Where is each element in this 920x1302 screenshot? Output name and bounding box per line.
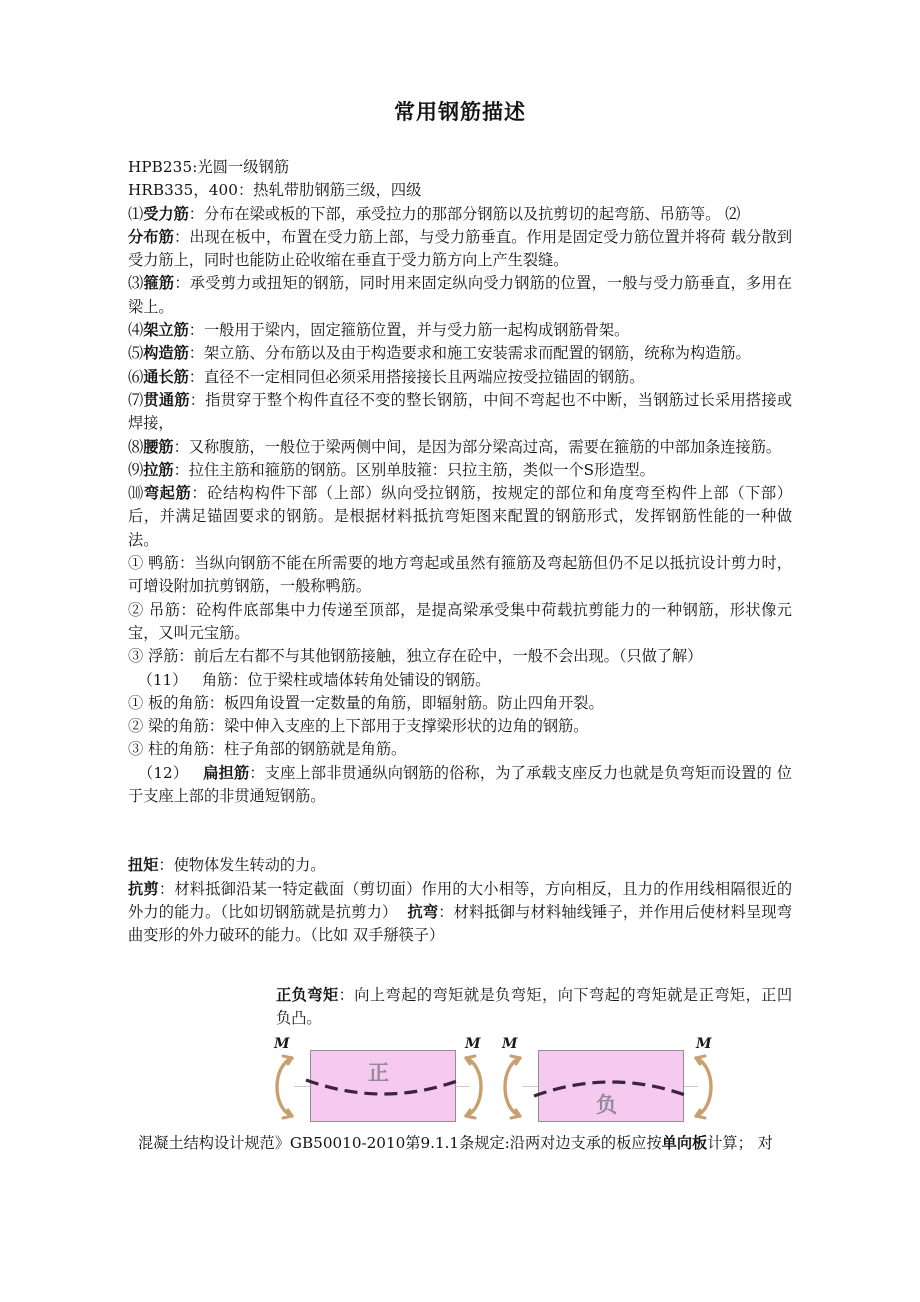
pre-figure-gap — [128, 948, 792, 984]
entry-12-prefix: （12） — [138, 763, 189, 782]
beam-char-negative: 负 — [596, 1092, 617, 1118]
entry-12-text: ：支座上部非贯通纵向钢筋的俗称，为了承载支座反力也就是负弯矩而设置的 位于支座上部的非贯通短钢筋。 — [128, 763, 793, 806]
entry-7-term: 贯通筋 — [143, 390, 190, 409]
figure-caption — [128, 1132, 792, 1155]
sub-item-bent-3: ③ 浮筋：前后左右都不与其他钢筋接触，独立存在砼中，一般不会出现。（只做了解） — [128, 647, 703, 666]
entry-12-term: 扁担筋 — [203, 763, 250, 782]
concept-torsion — [128, 854, 792, 877]
entry-9-prefix: ⑼ — [128, 460, 144, 479]
entry-2-term: 分布筋 — [128, 227, 174, 246]
entry-10-term: 弯起筋 — [143, 484, 192, 503]
concept-torsion-text: ：使物体发生转动的力。 — [158, 856, 326, 875]
sub-item-corner-2: ② 梁的角筋：梁中伸入支座的上下部用于支撑梁形状的边角的钢筋。 — [128, 717, 589, 736]
moment-arc-left-outer-icon — [266, 1050, 300, 1124]
entry-1 — [128, 203, 792, 226]
figure-canvas — [266, 1036, 730, 1132]
entry-12 — [128, 762, 792, 809]
deflection-curve-sagging — [302, 1068, 464, 1106]
section-gap — [128, 808, 792, 854]
moment-arc-right-inner-icon — [688, 1050, 722, 1124]
concept-shear-term: 抗剪 — [128, 879, 159, 898]
entry-4 — [128, 319, 792, 342]
concept-shear-bending — [128, 878, 792, 948]
entry-7 — [128, 389, 792, 436]
entry-3-text: ：承受剪力或扭矩的钢筋，同时用来固定纵向受力钢筋的位置，一般与受力筋垂直，多用在梁上。 — [128, 274, 793, 316]
entry-2 — [128, 226, 792, 273]
concept-bending-term: 抗弯 — [407, 902, 439, 921]
entry-8-prefix: ⑻ — [128, 437, 144, 456]
sub-item-bent-1: ① 鸭筋：当纵向钢筋不能在所需要的地方弯起或虽然有箍筋及弯起筋但仍不足以抵抗设计剪力时，可增设附加抗剪钢筋，一般称鸭筋。 — [128, 554, 792, 596]
moment-note-term: 正负弯矩 — [276, 985, 339, 1004]
entry-10-text: ：砼结构构件下部（上部）纵向受拉钢筋，按规定的部位和角度弯至构件上部（下部）后，并满足锚固要求的钢筋。是根据材料抵抗弯矩图来配置的钢筋形式，发挥钢筋性能的一种做法。 — [128, 484, 793, 549]
entry-7-prefix: ⑺ — [128, 390, 144, 409]
title-spacer — [128, 126, 792, 156]
caption-part-2: 计算； 对 — [707, 1134, 773, 1153]
caption-bold-term: 单向板 — [661, 1134, 708, 1153]
entry-4-text: ：一般用于梁内，固定箍筋位置，并与受力筋一起构成钢筋骨架。 — [188, 321, 630, 340]
entry-4-term: 架立筋 — [143, 321, 189, 340]
concept-bending-text: ：材料抵御与材料轴线锤子，并作用后使材料呈现弯曲变形的外力破环的能力。（比如 双手掰筷子） — [128, 902, 793, 945]
beam-char-positive: 正 — [368, 1060, 389, 1086]
entry-9-text: ：拉住主筋和箍筋的钢筋。区别单肢箍：只拉主筋，类似一个S形造型。 — [173, 460, 655, 479]
entry-3-term: 箍筋 — [143, 274, 175, 293]
moment-note — [276, 984, 792, 1031]
entry-6 — [128, 366, 792, 389]
page-title: 常用钢筋描述 — [394, 99, 526, 124]
entry-6-term: 通长筋 — [143, 367, 189, 386]
moment-label-right-inner: M — [696, 1036, 712, 1053]
moment-arc-right-outer-icon — [494, 1050, 528, 1124]
sub-item-corner-3: ③ 柱的角筋：柱子角部的钢筋就是角筋。 — [128, 740, 407, 759]
entry-5 — [128, 342, 792, 365]
moment-label-left-inner: M — [465, 1036, 481, 1053]
entry-11-term: 角筋 — [201, 670, 233, 689]
entry-4-prefix: ⑷ — [128, 321, 144, 340]
entry-10-prefix: ⑽ — [128, 484, 144, 503]
moment-note-text: ：向上弯起的弯矩就是负弯矩，向下弯起的弯矩就是正弯矩，正凹负凸。 — [276, 985, 793, 1027]
entry-5-prefix: ⑸ — [128, 344, 144, 363]
concept-torsion-term: 扭矩 — [128, 856, 159, 875]
entry-9-term: 拉筋 — [143, 460, 174, 479]
deflection-curve-hogging — [530, 1066, 692, 1106]
entry-9 — [128, 459, 792, 482]
entry-1-text: ：分布在梁或板的下部，承受拉力的那部分钢筋以及抗剪切的起弯筋、吊筋等。 ⑵ — [188, 204, 741, 223]
entry-5-term: 构造筋 — [143, 344, 189, 363]
entry-3 — [128, 272, 792, 319]
entry-1-prefix: ⑴ — [128, 204, 144, 223]
entry-7-text: ：指贯穿于整个构件直径不变的整长钢筋，中间不弯起也不中断，当钢筋过长采用搭接或焊接， — [128, 390, 793, 433]
moment-label-right-outer: M — [502, 1036, 518, 1053]
entry-6-prefix: ⑹ — [128, 367, 144, 386]
entry-8 — [128, 436, 792, 459]
entry-6-text: ：直径不一定相同但必须采用搭接接长且两端应按受拉锚固的钢筋。 — [188, 367, 645, 386]
entry-2-text: ：出现在板中，布置在受力筋上部，与受力筋垂直。作用是固定受力筋位置并将荷 载分散到受力筋上，同时也能防止砼收缩在垂直于受力筋方向上产生裂缝。 — [128, 227, 793, 270]
entry-5-text: ：架立筋、分布筋以及由于构造要求和施工安装需求而配置的钢筋，统称为构造筋。 — [188, 344, 751, 363]
entry-8-text: ：又称腹筋，一般位于梁两侧中间，是因为部分梁高过高，需要在箍筋的中部加条连接筋。 — [173, 437, 782, 456]
bending-moment-figure — [128, 1036, 792, 1132]
entry-11-prefix: （11） — [137, 670, 188, 689]
steel-grade-line-1: HPB235:光圆一级钢筋 — [128, 158, 290, 176]
sub-item-corner-1: ① 板的角筋：板四角设置一定数量的角筋，即辐射筋。防止四角开裂。 — [128, 693, 604, 712]
moment-label-left-outer: M — [274, 1036, 290, 1053]
moment-note-block — [128, 984, 792, 1031]
entry-1-term: 受力筋 — [143, 204, 189, 223]
steel-grade-line-2: HRB335，400：热轧带肋钢筋三级，四级 — [128, 181, 422, 200]
entry-3-prefix: ⑶ — [128, 274, 144, 293]
moment-arc-left-inner-icon — [458, 1050, 492, 1124]
entry-8-term: 腰筋 — [143, 437, 174, 456]
entry-11-text: ：位于梁柱或墙体转角处铺设的钢筋。 — [232, 670, 491, 689]
sub-item-bent-2: ② 吊筋：砼构件底部集中力传递至顶部，是提高梁承受集中荷载抗剪能力的一种钢筋，形状像元宝，又叫元宝筋。 — [128, 600, 792, 642]
caption-part-1: 混凝土结构设计规范》GB50010-2010第9.1.1条规定:沿两对边支承的板应按 — [138, 1134, 662, 1153]
entry-11 — [128, 669, 792, 692]
entry-10 — [128, 482, 792, 552]
concept-shear-text: ：材料抵御沿某一特定截面（剪切面）作用的大小相等，方向相反，且力的作用线相隔很近的外力的能力。（比如切钢筋就是抗剪力） — [128, 879, 793, 921]
